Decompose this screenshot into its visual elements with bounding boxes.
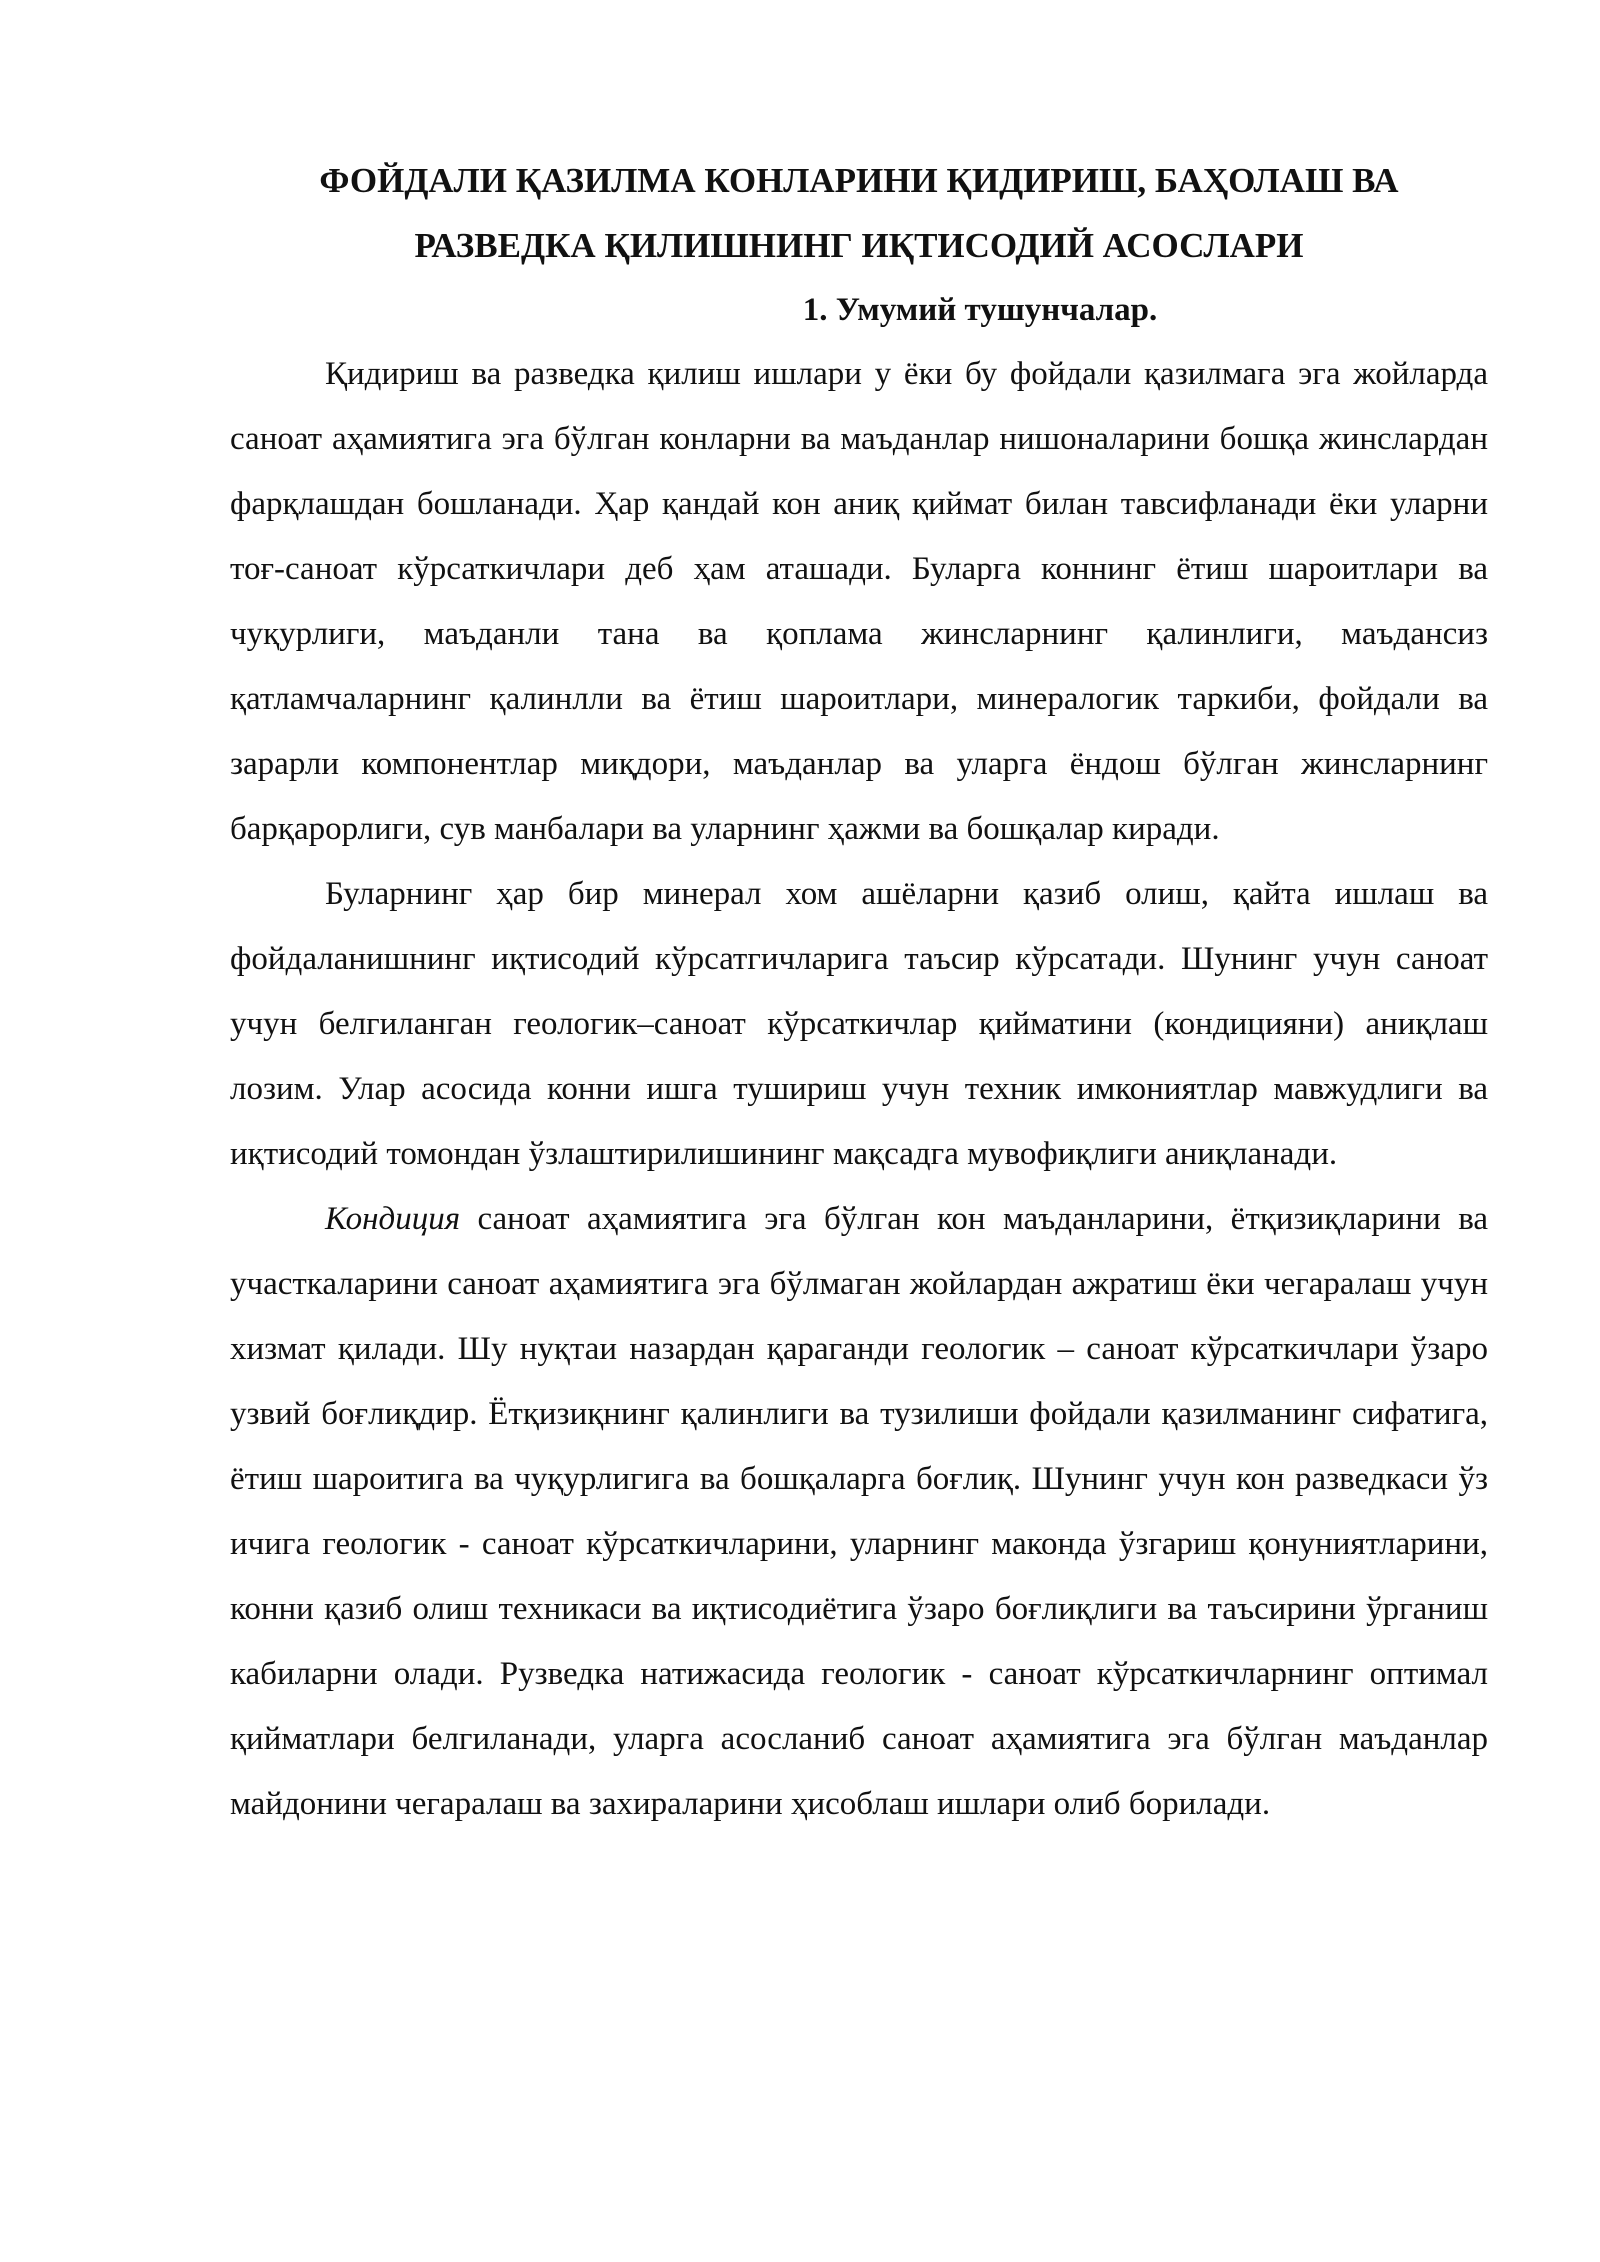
document-body	[230, 148, 1488, 1837]
paragraph-3-text: саноат аҳамиятига эга бўлган кон маъданларини, ётқизиқларини ва участкаларини саноат аҳамиятига эга бўлмаган жойлардан ажратиш ёки чегаралаш учун хизмат қилади. Шу нуқтаи назардан қараганди геологик – саноат кўрсаткичлари ўзаро узвий боғлиқдир. Ётқизиқнинг қалинлиги ва тузилиши фойдали қазилманинг сифатига, ётиш шароитига ва чуқурлигига ва бошқаларга боғлиқ. Шунинг учун кон разведкаси ўз ичига геологик - саноат кўрсаткичларини, уларнинг маконда ўзгариш қонуниятларини, конни қазиб олиш техникаси ва иқтисодиётига ўзаро боғлиқлиги ва таъсирини ўрганиш кабиларни олади. Рузведка натижасида геологик - саноат кўрсаткичларнинг оптимал қийматлари белгиланади, уларга асосланиб саноат аҳамиятига эга бўлган маъданлар майдонини чегаралаш ва захираларини ҳисоблаш ишлари олиб борилади.	[230, 1201, 1488, 1822]
paragraph-2: Буларнинг ҳар бир минерал хом ашёларни қазиб олиш, қайта ишлаш ва фойдаланишнинг иқтисодий кўрсатгичларига таъсир кўрсатади. Шунинг учун саноат учун белгиланган геологик–саноат кўрсаткичлар қийматини (кондицияни) аниқлаш лозим. Улар асосида конни ишга тушириш учун техник имкониятлар мавжудлиги ва иқтисодий томондан ўзлаштирилишининг мақсадга мувофиқлиги аниқланади.	[230, 876, 1488, 1172]
paragraph-1: Қидириш ва разведка қилиш ишлари у ёки бу фойдали қазилмага эга жойларда саноат аҳамиятига эга бўлган конларни ва маъданлар нишоналарини бошқа жинслардан фарқлашдан бошланади. Ҳар қандай кон аниқ қиймат билан тавсифланади ёки уларни тоғ-саноат кўрсаткичлари деб ҳам аташади. Буларга коннинг ётиш шароитлари ва чуқурлиги, маъданли тана ва қоплама жинсларнинг қалинлиги, маъдансиз қатламчаларнинг қалинлли ва ётиш шароитлари, минералогик таркиби, фойдали ва зарарли компонентлар миқдори, маъданлар ва уларга ёндош бўлган жинсларнинг барқарорлиги, сув манбалари ва уларнинг ҳажми ва бошқалар киради.	[230, 356, 1488, 847]
document-title-line-1: ФОЙДАЛИ ҚАЗИЛМА КОНЛАРИНИ ҚИДИРИШ, БАҲОЛАШ ВА	[319, 161, 1399, 200]
paragraph-3	[230, 1187, 1488, 1837]
section-heading: 1. Умумий тушунчалар.	[802, 292, 1158, 328]
paragraph-3-term: Кондиция	[325, 1201, 461, 1237]
document-title-line-2: РАЗВЕДКА ҚИЛИШНИНГ ИҚТИСОДИЙ АСОСЛАРИ	[414, 226, 1304, 265]
